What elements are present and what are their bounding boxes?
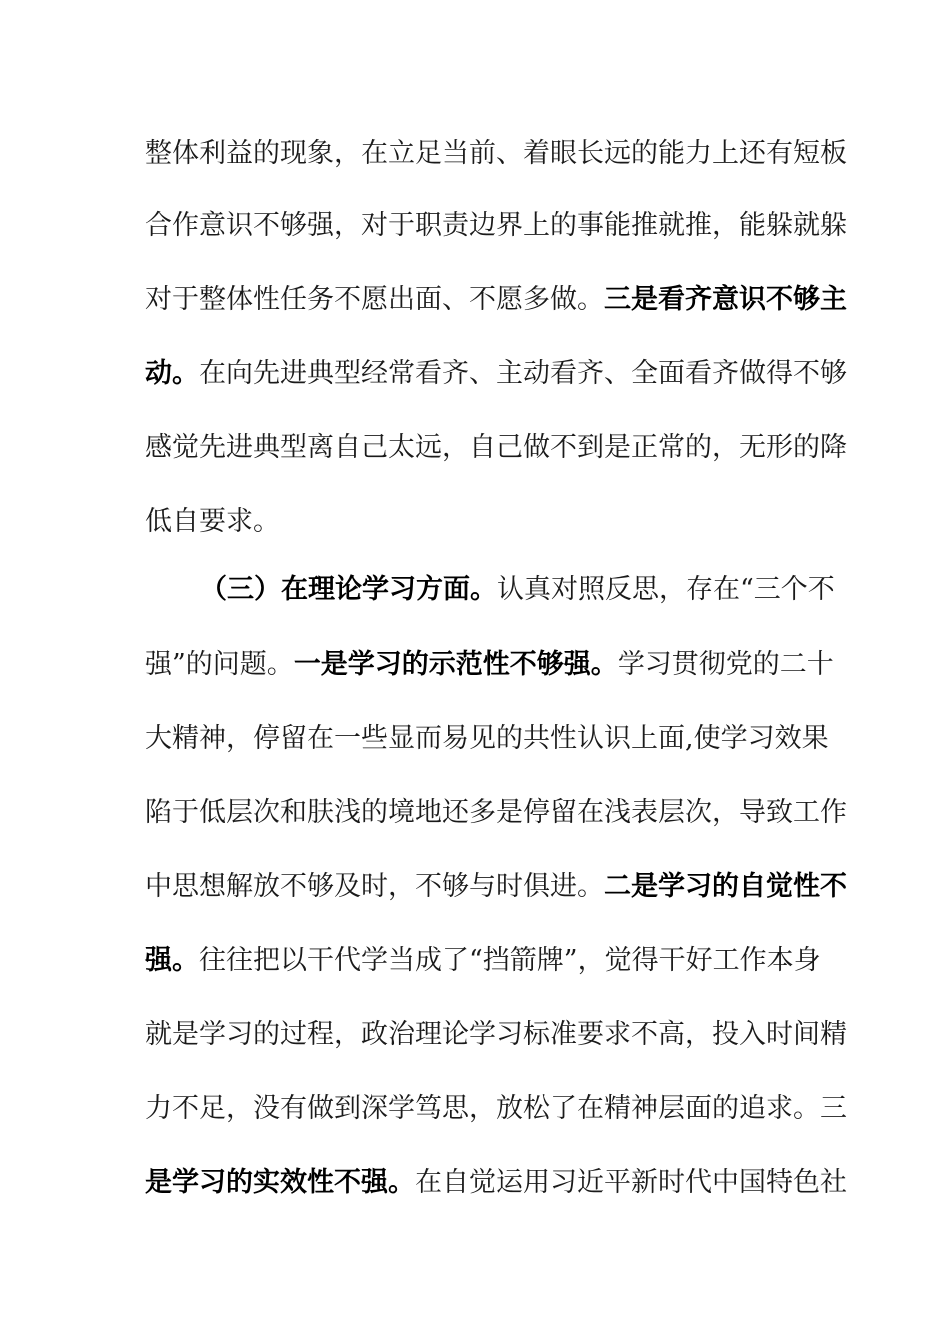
text-segment: 合作意识不够强，对于职责边界上的事能推就推，能躲就躲 xyxy=(145,210,847,241)
text-line-14 xyxy=(145,1089,847,1129)
text-line-8 xyxy=(145,645,834,685)
text-segment: 在自觉运用习近平新时代中国特色社 xyxy=(415,1167,847,1198)
text-line-5 xyxy=(145,428,847,468)
bold-heading-segment: 三是看齐意识不够主 xyxy=(604,284,847,315)
text-segment: 中思想解放不够及时，不够与时俱进。 xyxy=(145,871,604,902)
text-segment: 在向先进典型经常看齐、主动看齐、全面看齐做得不够 xyxy=(199,358,847,389)
text-line-1 xyxy=(145,134,847,174)
text-segment: 整体利益的现象，在立足当前、着眼长远的能力上还有短板 xyxy=(145,138,847,169)
bold-heading-segment: 一是学习的示范性不够强。 xyxy=(293,649,618,680)
text-segment: 力不足，没有做到深学笃思，放松了在精神层面的追求。三 xyxy=(145,1093,847,1124)
text-segment: 大精神，停留在一些显而易见的共性认识上面,使学习效果 xyxy=(145,723,829,754)
text-line-4 xyxy=(145,354,847,394)
text-line-3 xyxy=(145,280,847,320)
text-segment: 感觉先进典型离自己太远，自己做不到是正常的，无形的降 xyxy=(145,432,847,463)
text-segment: 低自要求。 xyxy=(145,506,280,537)
text-line-11 xyxy=(145,867,847,907)
bold-heading-segment: 二是学习的自觉性不 xyxy=(604,871,847,902)
bold-heading-segment: 强。 xyxy=(145,945,199,976)
text-line-7 xyxy=(200,570,835,610)
bold-heading-segment: 动。 xyxy=(145,358,199,389)
text-line-10 xyxy=(145,793,847,833)
text-line-6 xyxy=(145,502,815,542)
text-line-2 xyxy=(145,206,847,246)
text-line-15 xyxy=(145,1163,847,1203)
text-segment: 强”的问题。 xyxy=(145,649,294,680)
text-segment: 学习贯彻党的二十 xyxy=(617,649,834,680)
text-segment: 认真对照反思，存在“三个不 xyxy=(497,574,835,605)
text-line-13 xyxy=(145,1015,847,1055)
bold-heading-segment: 是学习的实效性不强。 xyxy=(145,1167,415,1198)
text-line-12 xyxy=(145,941,821,981)
text-segment: 陷于低层次和肤浅的境地还多是停留在浅表层次，导致工作 xyxy=(145,797,847,828)
text-segment: 往往把以干代学当成了“挡箭牌”，觉得干好工作本身 xyxy=(199,945,821,976)
text-segment: 对于整体性任务不愿出面、不愿多做。 xyxy=(145,284,604,315)
section-heading: （三）在理论学习方面。 xyxy=(200,574,497,605)
text-segment: 就是学习的过程，政治理论学习标准要求不高，投入时间精 xyxy=(145,1019,847,1050)
text-line-9 xyxy=(145,719,829,759)
